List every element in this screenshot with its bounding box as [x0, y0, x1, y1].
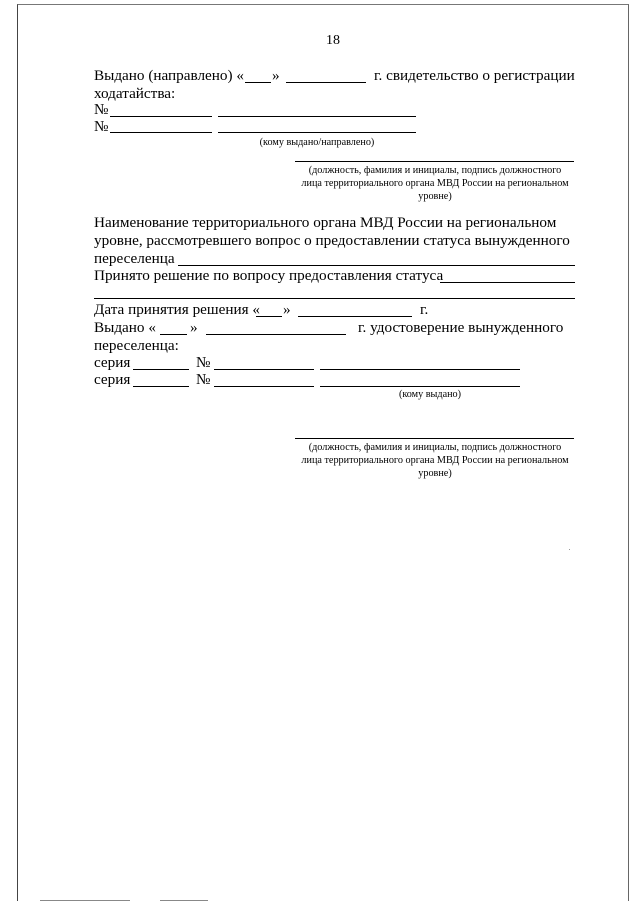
signature-caption-1-line2: лица территориального органа МВД России на региональном: [301, 178, 569, 189]
authority-line-3: переселенца: [94, 250, 175, 267]
decision-year-suffix: г.: [420, 301, 429, 318]
signature-caption-1-line3: уровне): [418, 191, 452, 202]
signature-caption-2-line3: уровне): [418, 468, 452, 479]
decision-date-quote: »: [283, 301, 291, 318]
authority-line-1: Наименование территориального органа МВД России на региональном: [94, 214, 557, 231]
series-blank-2: [133, 386, 189, 387]
certificate-day-blank: [160, 334, 187, 335]
number-blank-1: [110, 116, 212, 117]
series-number-blank-1: [214, 369, 314, 370]
certificate-label: переселенца:: [94, 337, 179, 354]
scan-speck: [569, 549, 570, 550]
number-blank-2: [110, 132, 212, 133]
decision-label: Принято решение по вопросу предоставления статуса: [94, 267, 444, 284]
day-blank: [245, 82, 271, 83]
signature-caption-1-line1: (должность, фамилия и инициалы, подпись должностного: [308, 165, 562, 176]
certificate-issued-suffix: г. удостоверение вынужденного: [358, 319, 564, 336]
certificate-quote-close: »: [190, 319, 198, 336]
decision-month-blank: [298, 316, 412, 317]
decision-blank: [440, 282, 575, 283]
series-number-label-1: №: [196, 354, 211, 371]
recipient-blank-1: [218, 116, 416, 117]
issued-prefix: Выдано (направлено) «: [94, 67, 244, 84]
scan-artifact-bottom-1: [40, 900, 130, 901]
signature-line-1: [295, 161, 574, 162]
page-number: 18: [326, 33, 340, 48]
decision-date-prefix: Дата принятия решения «: [94, 301, 260, 318]
certificate-issued-prefix: Выдано «: [94, 319, 156, 336]
decision-blank-2: [94, 298, 575, 299]
series-label-1: серия: [94, 354, 131, 371]
number-label-1: №: [94, 101, 109, 118]
series-label-2: серия: [94, 371, 131, 388]
issued-year-suffix: г. свидетельство о регистрации: [374, 67, 575, 84]
decision-day-blank: [256, 316, 282, 317]
series-number-blank-2: [214, 386, 314, 387]
signature-line-2: [295, 438, 574, 439]
petition-label: ходатайства:: [94, 85, 176, 102]
issued-caption: (кому выдано/направлено): [259, 137, 375, 148]
signature-caption-2-line2: лица территориального органа МВД России на региональном: [301, 455, 569, 466]
series-number-label-2: №: [196, 371, 211, 388]
issued-quote-close: »: [272, 67, 280, 84]
signature-caption-2-line1: (должность, фамилия и инициалы, подпись должностного: [308, 442, 562, 453]
certificate-caption: (кому выдано): [398, 389, 462, 400]
recipient-blank-2: [218, 132, 416, 133]
scan-artifact-bottom-2: [160, 900, 208, 901]
number-label-2: №: [94, 118, 109, 135]
series-recipient-blank-2: [320, 386, 520, 387]
authority-blank: [178, 265, 575, 266]
month-blank: [286, 82, 366, 83]
authority-line-2: уровне, рассмотревшего вопрос о предоставлении статуса вынужденного: [94, 232, 570, 249]
series-blank-1: [133, 369, 189, 370]
series-recipient-blank-1: [320, 369, 520, 370]
certificate-month-blank: [206, 334, 346, 335]
